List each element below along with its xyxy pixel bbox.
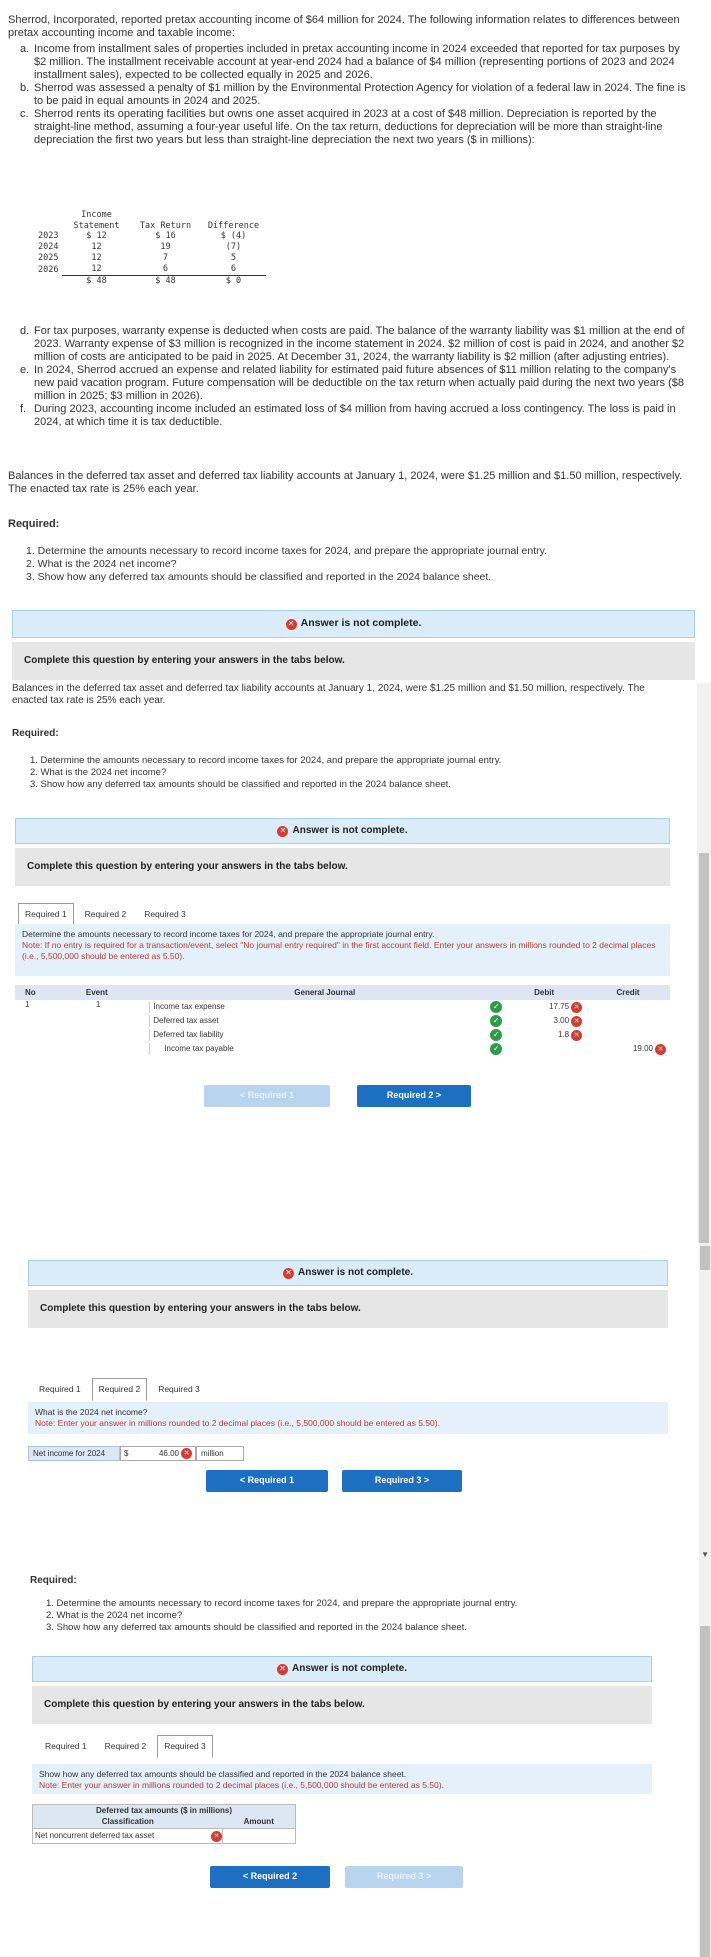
x-circle-icon: ✕ bbox=[283, 1268, 294, 1279]
x-circle-icon: ✕ bbox=[655, 1044, 666, 1055]
x-circle-icon: ✕ bbox=[181, 1448, 192, 1459]
scrollbar[interactable] bbox=[697, 683, 711, 1243]
tab-required-3[interactable]: Required 3 bbox=[151, 1378, 207, 1401]
col-classification: Classification bbox=[101, 1817, 154, 1827]
tab-required-2[interactable]: Required 2 bbox=[78, 903, 134, 926]
list-item: d. For tax purposes, warranty expense is deducted when costs are paid. The balance of the warranty liability was $1 million at the end of 2023. Warranty expense of $3 million is recognized in the income statement in 2024. $2 million of cost is paid in 2024, and another $2 million of costs are anticipated to be paid in 2025. At December 31, 2024, the warranty liability is $2 million (after adjusting entries). bbox=[20, 325, 685, 363]
answer-banner-2: ✕ Answer is not complete. bbox=[28, 1260, 668, 1286]
complete-prompt: Complete this question by entering your answers in the tabs below. bbox=[12, 642, 695, 680]
credit-input[interactable]: 19.00 bbox=[632, 1043, 653, 1053]
answer-banner: ✕ Answer is not complete. bbox=[12, 610, 695, 638]
table-row: 2024 12 19 (7) bbox=[38, 242, 242, 253]
tab-required-1[interactable]: Required 1 bbox=[32, 1378, 88, 1401]
next-required-3-button-disabled[interactable]: Required 3 > bbox=[345, 1866, 463, 1888]
balances-text: Balances in the deferred tax asset and deferred tax liability accounts at January 1, 2024, were $1.25 million and $1.50 million, respectively. The enacted tax rate is 25% each year. bbox=[8, 470, 683, 495]
check-icon: ✓ bbox=[490, 1015, 502, 1027]
amount-input[interactable] bbox=[223, 1829, 296, 1844]
complete-prompt-3: Complete this question by entering your answers in the tabs below. bbox=[32, 1686, 652, 1724]
x-circle-icon: ✕ bbox=[277, 1664, 288, 1675]
classification-field[interactable]: Net noncurrent deferred tax asset bbox=[35, 1831, 155, 1840]
dep-header-tax: Tax Return bbox=[139, 220, 192, 231]
col-debit: Debit bbox=[534, 987, 555, 997]
account-field[interactable]: Income tax expense bbox=[153, 1002, 225, 1011]
required-list-3: 1. Determine the amounts necessary to record income taxes for 2024, and prepare the appropriate journal entry. 2. What is the 2024 net income? 3. Show how any deferred tax amounts should be classified and reported in the 2024 balance sheet. bbox=[46, 1598, 518, 1633]
req1-instruction-box: Determine the amounts necessary to record income taxes for 2024, and prepare the appropriate journal entry. Note: If no entry is required for a transaction/event, select "No journal entry required" in the first account field. Enter your answers in millions rounded to 2 decimal places (i.e., 5,500,000 should be entered as 5.50). bbox=[15, 924, 670, 976]
col-no: No bbox=[25, 987, 36, 997]
tabs-1 bbox=[18, 903, 193, 926]
required-heading-3: Required: bbox=[30, 1575, 77, 1586]
req2-instruction-box: What is the 2024 net income? Note: Enter your answer in millions rounded to 2 decimal places (i.e., 5,500,000 should be entered as 5.50). bbox=[28, 1402, 668, 1434]
table-row bbox=[15, 1014, 670, 1028]
scrollbar-thumb-3[interactable] bbox=[700, 1626, 710, 1957]
deferred-tax-table bbox=[32, 1804, 296, 1844]
account-field[interactable]: Deferred tax asset bbox=[153, 1016, 219, 1025]
credit-input[interactable] bbox=[586, 1014, 670, 1028]
table-row bbox=[33, 1829, 296, 1844]
required-heading-frame: Required: bbox=[12, 728, 59, 739]
table-row: 2025 12 7 5 bbox=[38, 253, 237, 264]
req3-instruction-box: Show how any deferred tax amounts should be classified and reported in the 2024 balance sheet. Note: Enter your answer in millions rounded to 2 decimal places (i.e., 5,500,000 should be entered as 5.50). bbox=[32, 1764, 652, 1794]
table-row bbox=[15, 1042, 670, 1056]
dep-header-income: Income Statement bbox=[73, 210, 120, 231]
complete-prompt-1: Complete this question by entering your answers in the tabs below. bbox=[15, 848, 670, 886]
scrollbar-2[interactable] bbox=[699, 1243, 711, 1957]
x-circle-icon: ✕ bbox=[571, 1016, 582, 1027]
items-list-2 bbox=[20, 325, 690, 429]
x-circle-icon: ✕ bbox=[211, 1831, 222, 1842]
col-event: Event bbox=[85, 987, 108, 997]
tab-required-2[interactable]: Required 2 bbox=[92, 1378, 148, 1401]
list-item: b. Sherrod was assessed a penalty of $1 million by the Environmental Protection Agency for violation of a federal law in 2024. The fine is to be paid in equal amounts in 2024 and 2025. bbox=[20, 82, 686, 107]
scroll-down-arrow-icon[interactable]: ▼ bbox=[701, 1550, 709, 1559]
next-required-2-button[interactable]: Required 2 > bbox=[357, 1085, 471, 1107]
tab-required-1[interactable]: Required 1 bbox=[38, 1735, 94, 1758]
tab-required-3[interactable]: Required 3 bbox=[157, 1735, 213, 1758]
net-income-input[interactable]: 46.00 bbox=[158, 1448, 179, 1458]
tab-required-1[interactable]: Required 1 bbox=[18, 903, 74, 926]
account-field[interactable]: Income tax payable bbox=[164, 1044, 234, 1053]
list-item: a. Income from installment sales of properties included in pretax accounting income in 2024 exceeded that reported for tax purposes by $2 million. The installment receivable account at year-end 2024 had a balance of $4 million (representing portions of 2023 and 2024 installment sales), expected to be collected equally in 2025 and 2026. bbox=[20, 43, 680, 81]
table-row: 2026 12 6 6 bbox=[34, 264, 266, 275]
required-list-frame: 1. Determine the amounts necessary to record income taxes for 2024, and prepare the appropriate journal entry. 2. What is the 2024 net income? 3. Show how any deferred tax amounts should be classified and reported in the 2024 balance sheet. bbox=[30, 755, 502, 790]
x-circle-icon: ✕ bbox=[571, 1002, 582, 1013]
tab-required-3[interactable]: Required 3 bbox=[137, 903, 193, 926]
x-circle-icon: ✕ bbox=[286, 619, 297, 630]
list-item: c. Sherrod rents its operating facilities but owns one asset acquired in 2023 at a cost of $48 million. Depreciation is reported by the straight-line method, assuming a four-year useful life. On the tax return, deductions for depreciation will be more than straight-line depreciation the first two years but less than straight-line depreciation the next two years ($ in millions): bbox=[20, 108, 663, 146]
debit-input[interactable]: 1.8 bbox=[557, 1029, 570, 1039]
debit-input[interactable] bbox=[502, 1042, 586, 1056]
prev-required-1-button-2[interactable]: < Required 1 bbox=[206, 1470, 328, 1492]
tabs-3 bbox=[38, 1735, 213, 1758]
answer-banner-1: ✕ Answer is not complete. bbox=[15, 818, 670, 844]
net-income-label: Net income for 2024 bbox=[28, 1446, 120, 1461]
prev-required-2-button[interactable]: < Required 2 bbox=[210, 1866, 330, 1888]
answer-banner-3: ✕ Answer is not complete. bbox=[32, 1656, 652, 1682]
next-required-3-button[interactable]: Required 3 > bbox=[342, 1470, 462, 1492]
check-icon: ✓ bbox=[490, 1029, 502, 1041]
tabs-2 bbox=[32, 1378, 207, 1401]
col-credit: Credit bbox=[616, 987, 640, 997]
debit-input[interactable]: 3.00 bbox=[553, 1015, 570, 1025]
complete-prompt-2: Complete this question by entering your answers in the tabs below. bbox=[28, 1290, 668, 1328]
intro-text: Sherrod, Incorporated, reported pretax accounting income of $64 million for 2024. The following information relates to differences between pretax accounting income and taxable income: bbox=[8, 14, 680, 39]
account-field[interactable]: Deferred tax liability bbox=[153, 1030, 224, 1039]
deferred-table-title: Deferred tax amounts ($ in millions) bbox=[95, 1805, 233, 1815]
scrollbar-thumb-2[interactable] bbox=[700, 1246, 710, 1270]
net-income-row: Net income for 2024 $ 46.00 ✕ million bbox=[28, 1446, 244, 1461]
table-row: $ 48 $ 48 $ 0 bbox=[86, 275, 242, 286]
required-heading: Required: bbox=[8, 518, 60, 530]
items-list bbox=[20, 43, 690, 147]
table-row: 1 1 Income tax expense ✓ 17.75 ✕ bbox=[15, 1000, 670, 1014]
debit-input[interactable]: 17.75 bbox=[549, 1001, 570, 1011]
x-circle-icon: ✕ bbox=[277, 826, 288, 837]
required-list: 1. Determine the amounts necessary to record income taxes for 2024, and prepare the appropriate journal entry. 2. What is the 2024 net income? 3. Show how any deferred tax amounts should be classified and reported in the 2024 balance sheet. bbox=[26, 545, 548, 583]
scrollbar-thumb[interactable] bbox=[699, 853, 709, 1243]
col-general-journal: General Journal bbox=[294, 987, 356, 997]
col-amount: Amount bbox=[243, 1817, 274, 1827]
depreciation-table bbox=[34, 210, 266, 287]
prev-required-1-button[interactable]: < Required 1 bbox=[204, 1085, 330, 1107]
table-row: 2023 $ 12 $ 16 $ (4) bbox=[38, 231, 247, 242]
x-circle-icon: ✕ bbox=[571, 1030, 582, 1041]
tab-required-2[interactable]: Required 2 bbox=[98, 1735, 154, 1758]
list-item: f. During 2023, accounting income included an estimated loss of $4 million from having accrued a loss contingency. The loss is paid in 2024, at which time it is tax deductible. bbox=[20, 403, 676, 428]
table-row bbox=[15, 1028, 670, 1042]
check-icon: ✓ bbox=[490, 1001, 502, 1013]
journal-table bbox=[15, 985, 670, 1056]
credit-input[interactable] bbox=[586, 1028, 670, 1042]
balances-text-frame: Balances in the deferred tax asset and deferred tax liability accounts at January 1, 2024, were $1.25 million and $1.50 million, respectively. The enacted tax rate is 25% each year. bbox=[12, 683, 645, 706]
net-income-unit: million bbox=[196, 1446, 244, 1461]
list-item: e. In 2024, Sherrod accrued an expense and related liability for estimated paid future absences of $11 million relating to the company's new paid vacation program. Future compensation will be deductible on the tax return when actually paid during the next two years ($8 million in 2025; $3 million in 2026). bbox=[20, 364, 684, 402]
check-icon: ✓ bbox=[490, 1043, 502, 1055]
dep-header-diff: Difference bbox=[207, 220, 260, 231]
